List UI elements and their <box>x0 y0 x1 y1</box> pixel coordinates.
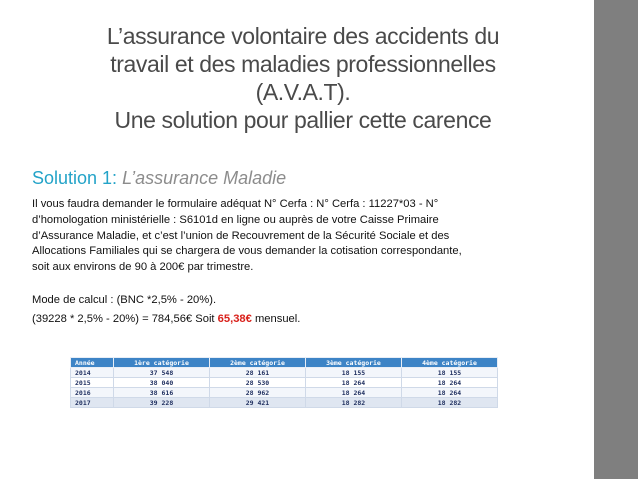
title-line-2: travail et des maladies professionnelles <box>110 51 496 77</box>
calc-monthly-amount: 65,38€ <box>217 313 252 325</box>
subtitle-rest: L’assurance Maladie <box>117 168 287 188</box>
table-cell: 2016 <box>71 388 114 398</box>
paragraph-line-1: Il vous faudra demander le formulaire adéquat N° Cerfa : N° Cerfa : 11227*03 - N° <box>32 198 439 210</box>
table-cell: 38 040 <box>114 378 210 388</box>
body-paragraph <box>32 197 572 276</box>
category-table-wrapper <box>70 357 498 414</box>
table-row <box>71 378 498 388</box>
calc-result-post: mensuel. <box>251 313 301 325</box>
paragraph-line-2: d’homologation ministérielle : S6101d en ligne ou auprès de votre Caisse Primaire <box>32 213 439 226</box>
table-cell: 37 548 <box>114 368 210 378</box>
slide-title <box>38 22 568 134</box>
table-row <box>71 398 498 408</box>
title-line-4: Une solution pour pallier cette carence <box>114 107 492 133</box>
title-line-1: L’assurance volontaire des accidents du <box>106 23 500 49</box>
table-cell: 18 282 <box>305 398 401 408</box>
table-cell: 18 155 <box>401 368 497 378</box>
header-cat-4: 4ème catégorie <box>401 358 497 368</box>
table-cell: 39 228 <box>114 398 210 408</box>
table-cell: 18 282 <box>401 398 497 408</box>
table-cell: 29 421 <box>209 398 305 408</box>
table-cell: 2014 <box>71 368 114 378</box>
table-header-row <box>71 358 498 368</box>
table-cell: 18 264 <box>401 378 497 388</box>
table-cell: 28 161 <box>209 368 305 378</box>
header-cat-3: 3ème catégorie <box>305 358 401 368</box>
paragraph-line-4: Allocations Familiales qui se chargera de vous demander la cotisation correspondante, <box>32 245 462 258</box>
header-cat-1: 1ère catégorie <box>114 358 210 368</box>
table-cell: 28 530 <box>209 378 305 388</box>
table-cell: 2017 <box>71 398 114 408</box>
table-cell: 18 264 <box>401 388 497 398</box>
header-year: Année <box>71 358 114 368</box>
table-cell: 38 616 <box>114 388 210 398</box>
table-cell: 2015 <box>71 378 114 388</box>
calc-result-line <box>32 313 300 325</box>
title-line-3: (A.V.A.T). <box>255 79 351 105</box>
paragraph-line-5: soit aux environs de 90 à 200€ par trimestre. <box>32 261 254 274</box>
header-cat-2: 2ème catégorie <box>209 358 305 368</box>
table-row <box>71 388 498 398</box>
table-cell: 18 264 <box>305 388 401 398</box>
subtitle-prefix: Solution 1: <box>32 168 118 188</box>
table-row <box>71 368 498 378</box>
table-cell: 18 155 <box>305 368 401 378</box>
category-table <box>70 357 498 408</box>
calc-result-pre: (39228 * 2,5% - 20%) = 784,56€ Soit <box>32 313 218 325</box>
paragraph-line-3: d’Assurance Maladie, et c’est l’union de Recouvrement de la Sécurité Sociale et des <box>32 229 450 242</box>
table-cell: 28 962 <box>209 388 305 398</box>
table-cell: 18 264 <box>305 378 401 388</box>
solution-subtitle <box>32 168 286 189</box>
side-decor-bar <box>594 0 638 479</box>
calc-method-line: Mode de calcul : (BNC *2,5% - 20%). <box>32 294 217 306</box>
